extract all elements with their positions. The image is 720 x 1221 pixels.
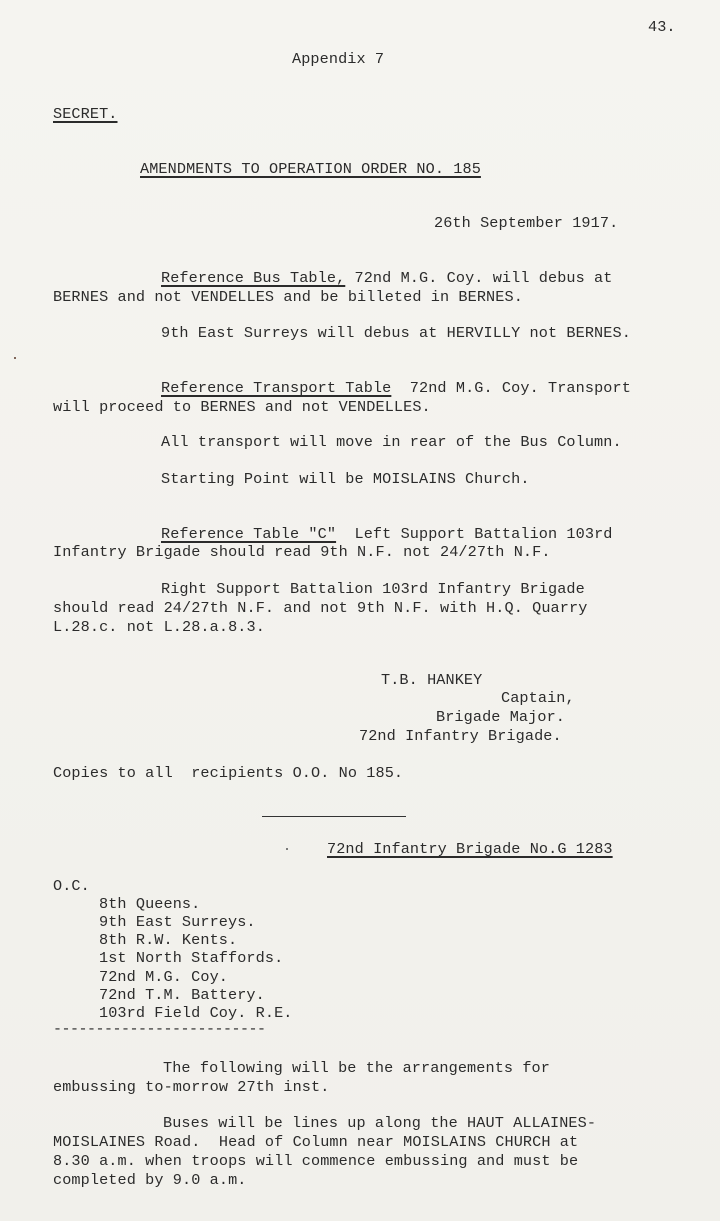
document-title: AMENDMENTS TO OPERATION ORDER NO. 185 bbox=[140, 160, 481, 178]
paper-speck bbox=[14, 357, 16, 359]
table-c-line-1: Reference Table "C" Left Support Battalion 103rd bbox=[161, 525, 613, 543]
transport-line-1: Reference Transport Table 72nd M.G. Coy. Transport bbox=[161, 379, 631, 397]
unit-list-item: 8th Queens. bbox=[99, 895, 201, 913]
second-order-reference: 72nd Infantry Brigade No.G 1283 bbox=[327, 840, 613, 858]
table-c-line-2: Infantry Brigade should read 9th N.F. not 24/27th N.F. bbox=[53, 543, 551, 561]
paper-speck bbox=[286, 848, 288, 850]
unit-list-item: 72nd T.M. Battery. bbox=[99, 986, 265, 1004]
appendix-heading: Appendix 7 bbox=[292, 50, 385, 68]
signature-role: Brigade Major. bbox=[436, 708, 565, 726]
transport-table-reference: Reference Transport Table bbox=[161, 379, 392, 397]
east-surreys-line: 9th East Surreys will debus at HERVILLY not BERNES. bbox=[161, 324, 631, 342]
page-number: 43. bbox=[648, 18, 676, 36]
all-transport-line: All transport will move in rear of the Bus Column. bbox=[161, 433, 622, 451]
unit-list-item: 72nd M.G. Coy. bbox=[99, 968, 228, 986]
addressee-label: O.C. bbox=[53, 877, 90, 895]
signature-rank: Captain, bbox=[501, 689, 575, 707]
right-support-line-3: L.28.c. not L.28.a.8.3. bbox=[53, 618, 265, 636]
bus-table-line-2: BERNES and not VENDELLES and be billeted in BERNES. bbox=[53, 288, 523, 306]
buses-line-2: MOISLAINES Road. Head of Column near MOISLAINS CHURCH at bbox=[53, 1133, 579, 1151]
unit-list-item: 8th R.W. Kents. bbox=[99, 931, 238, 949]
signature-name: T.B. HANKEY bbox=[381, 671, 483, 689]
buses-line-4: completed by 9.0 a.m. bbox=[53, 1171, 247, 1189]
signature-unit: 72nd Infantry Brigade. bbox=[359, 727, 562, 745]
section-divider bbox=[262, 816, 406, 817]
bus-table-line-1: Reference Bus Table, 72nd M.G. Coy. will debus at bbox=[161, 269, 613, 287]
unit-list-item: 103rd Field Coy. R.E. bbox=[99, 1004, 293, 1022]
document-date: 26th September 1917. bbox=[434, 214, 619, 232]
dashed-separator: ------------------------- bbox=[53, 1021, 266, 1038]
arrangements-line-1: The following will be the arrangements for bbox=[163, 1059, 550, 1077]
unit-list-item: 9th East Surreys. bbox=[99, 913, 256, 931]
classification-label: SECRET. bbox=[53, 105, 118, 123]
transport-line-2: will proceed to BERNES and not VENDELLES. bbox=[53, 398, 431, 416]
copies-line: Copies to all recipients O.O. No 185. bbox=[53, 764, 404, 782]
right-support-line-1: Right Support Battalion 103rd Infantry Brigade bbox=[161, 580, 585, 598]
right-support-line-2: should read 24/27th N.F. and not 9th N.F. with H.Q. Quarry bbox=[53, 599, 588, 617]
arrangements-line-2: embussing to-morrow 27th inst. bbox=[53, 1078, 330, 1096]
buses-line-3: 8.30 a.m. when troops will commence embussing and must be bbox=[53, 1152, 579, 1170]
table-c-reference: Reference Table "C" bbox=[161, 525, 337, 543]
unit-list-item: 1st North Staffords. bbox=[99, 949, 284, 967]
bus-table-reference: Reference Bus Table, bbox=[161, 269, 346, 287]
buses-line-1: Buses will be lines up along the HAUT ALLAINES- bbox=[163, 1114, 597, 1132]
starting-point-line: Starting Point will be MOISLAINS Church. bbox=[161, 470, 530, 488]
